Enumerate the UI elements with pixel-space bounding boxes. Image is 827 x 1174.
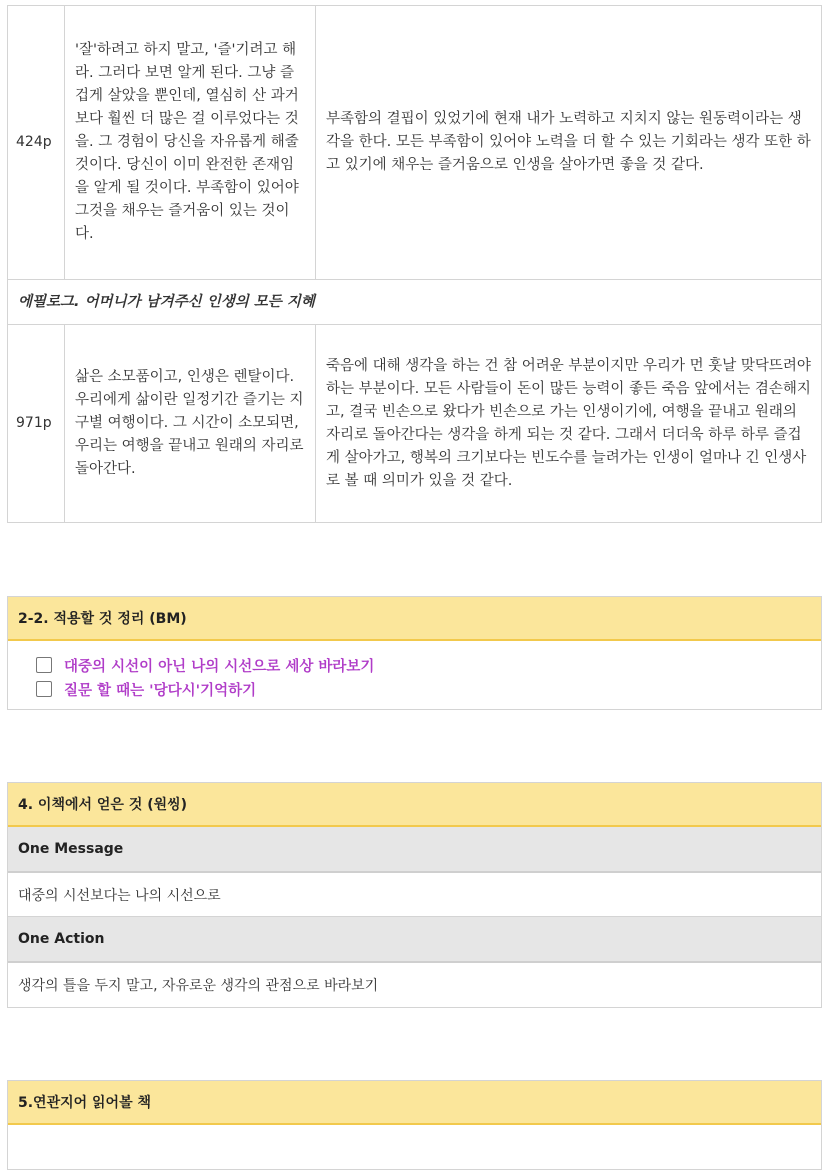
one-message-label: One Message <box>8 827 821 873</box>
checkbox-icon[interactable] <box>36 657 52 673</box>
one-message-text: 대중의 시선보다는 나의 시선으로 <box>8 873 821 917</box>
quote-cell: '잘'하려고 하지 말고, '즐'기려고 해라. 그러다 보면 알게 된다. 그냥 즐겁게 살았을 뿐인데, 열심히 산 과거보다 훨씬 더 많은 걸 이루었다는 것을. 그 경험이 당신을 자유롭게 해줄 것이다. 당신이 이미 완전한 존재임을 알게 될 것이다. 부족함이 있어야 그것을 채우는 즐거움이 있는 것이다. <box>65 6 316 280</box>
checkbox-icon[interactable] <box>36 681 52 697</box>
table-row <box>8 280 822 325</box>
one-action-label: One Action <box>8 917 821 963</box>
related-section <box>7 1080 822 1170</box>
thought-cell: 부족함의 결핍이 있었기에 현재 내가 노력하고 지치지 않는 원동력이라는 생각을 한다. 모든 부족함이 있어야 노력을 더 할 수 있는 기회라는 생각 또한 하고 있기에 채우는 즐거움으로 인생을 살아가면 좋을 것 같다. <box>316 6 822 280</box>
gain-section <box>7 782 822 1008</box>
chapter-title: 에필로그. 어머니가 남겨주신 인생의 모든 지혜 <box>8 280 822 325</box>
related-books-content <box>8 1125 821 1169</box>
checklist-item[interactable] <box>36 677 821 701</box>
table-row <box>8 6 822 280</box>
checklist-label: 대중의 시선이 아닌 나의 시선으로 세상 바라보기 <box>64 658 375 675</box>
section-title: 2-2. 적용할 것 정리 (BM) <box>8 597 821 641</box>
table-row <box>8 325 822 523</box>
checklist-label: 질문 할 때는 '당다시'기억하기 <box>64 682 257 699</box>
quote-cell: 삶은 소모품이고, 인생은 렌탈이다. 우리에게 삶이란 일정기간 즐기는 지구별 여행이다. 그 시간이 소모되면, 우리는 여행을 끝내고 원래의 자리로 돌아간다. <box>65 325 316 523</box>
notes-table <box>7 5 822 523</box>
section-title: 4. 이책에서 얻은 것 (원씽) <box>8 783 821 827</box>
one-action-text: 생각의 틀을 두지 말고, 자유로운 생각의 관점으로 바라보기 <box>18 978 379 994</box>
thought-cell: 죽음에 대해 생각을 하는 건 참 어려운 부분이지만 우리가 먼 훗날 맞닥뜨려야 하는 부분이다. 모든 사람들이 돈이 많든 능력이 좋든 죽음 앞에서는 겸손해지고, 결국 빈손으로 왔다가 빈손으로 가는 인생이기에, 여행을 끝내고 원래의 자리로 돌아간다는 생각을 하게 되는 것 같다. 그래서 더더욱 하루 하루 즐겁게 살아가고, 행복의 크기보다는 빈도수를 늘려가는 인생이 얼마나 긴 인생사로 볼 때 의미가 있을 것 같다. <box>316 325 822 523</box>
checklist-item[interactable] <box>36 653 821 677</box>
apply-section <box>7 596 822 710</box>
section-title: 5.연관지어 읽어볼 책 <box>8 1081 821 1125</box>
checklist <box>8 641 821 709</box>
page-number: 971p <box>8 325 65 523</box>
page-number: 424p <box>8 6 65 280</box>
